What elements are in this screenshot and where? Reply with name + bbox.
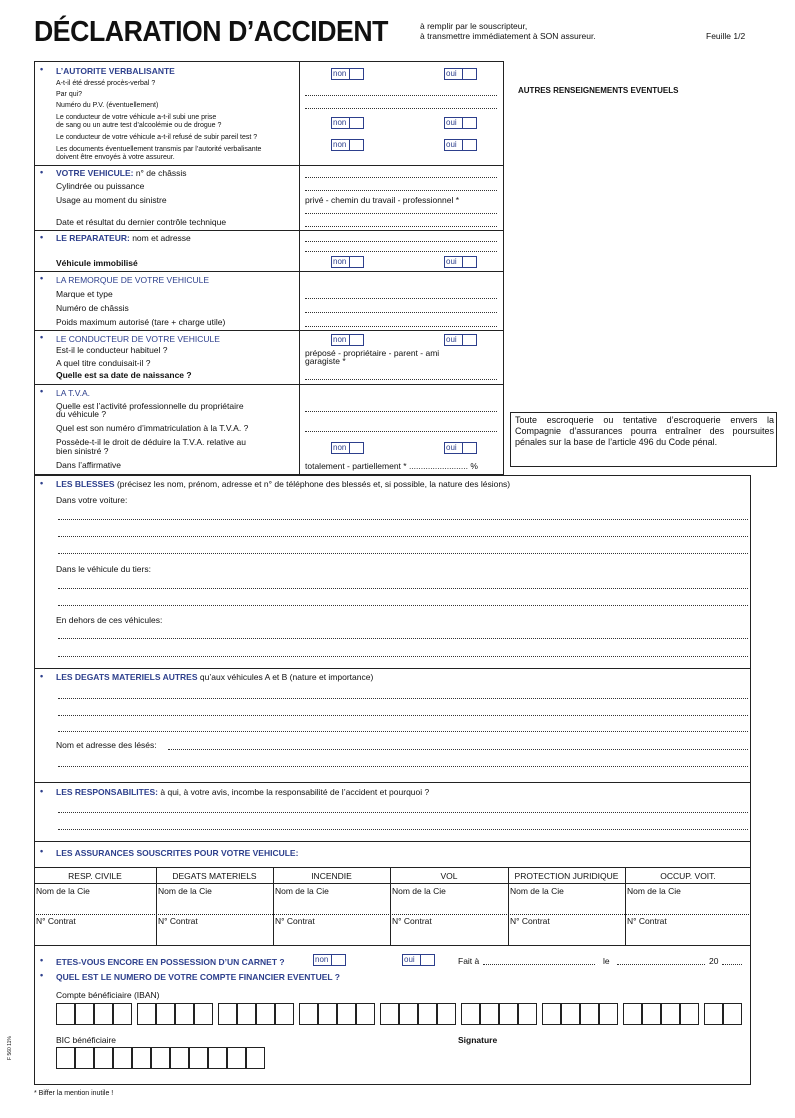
made-at-field[interactable] — [483, 964, 595, 965]
checkbox-vat-no[interactable]: non — [331, 442, 364, 454]
iban-char-box[interactable] — [580, 1003, 599, 1025]
iban-char-box[interactable] — [75, 1003, 94, 1025]
vat-section-title: LA T.V.A. — [56, 388, 91, 398]
bic-char-box[interactable] — [132, 1047, 151, 1069]
insurance-contract-field[interactable]: N° Contrat — [275, 916, 315, 926]
iban-char-box[interactable] — [137, 1003, 156, 1025]
date-field[interactable] — [617, 964, 705, 965]
insurance-column-header: INCENDIE — [311, 871, 352, 881]
insurance-company-field[interactable]: Nom de la Cie — [627, 886, 681, 896]
iban-char-box[interactable] — [94, 1003, 113, 1025]
driver-role-options-line1: préposé - propriétaire - parent - ami — [305, 348, 440, 358]
insurance-company-field[interactable]: Nom de la Cie — [392, 886, 446, 896]
authority-q6-line1: Les documents éventuellement transmis par l’autorité verbalisante — [56, 146, 262, 153]
instructions-line1: à remplir par le souscripteur, — [420, 21, 528, 31]
iban-char-box[interactable] — [218, 1003, 237, 1025]
iban-char-box[interactable] — [237, 1003, 256, 1025]
insurance-column-header: DEGATS MATERIELS — [172, 871, 257, 881]
bic-char-box[interactable] — [189, 1047, 208, 1069]
vehicle-immobilized-label: Véhicule immobilisé — [56, 258, 138, 268]
year-prefix: 20 — [709, 956, 719, 966]
insurance-contract-field[interactable]: N° Contrat — [510, 916, 550, 926]
checkbox-test-no[interactable]: non — [331, 117, 364, 129]
insurance-column-header: RESP. CIVILE — [68, 871, 122, 881]
damage-instructions: qu’aux véhicules A et B (nature et importance) — [197, 672, 374, 682]
vat-q2: Quel est son numéro d’immatriculation à la T.V.A. ? — [56, 423, 249, 433]
injured-instructions: (précisez les nom, prénom, adresse et n° de téléphone des blessés et, si possible, la nature des lésions) — [114, 479, 511, 489]
authority-q1: A-t-il été dressé procès-verbal ? — [56, 80, 156, 87]
account-question: QUEL EST LE NUMERO DE VOTRE COMPTE FINANCIER EVENTUEL ? — [56, 972, 340, 982]
checkbox-habitual-yes[interactable]: oui — [444, 334, 477, 346]
vehicle-chassis-label: n° de châssis — [133, 168, 187, 178]
authority-q4-line2: de sang ou un autre test d’alcoolémie ou de drogue ? — [56, 122, 222, 129]
authority-q5: Le conducteur de votre véhicule a-t-il refusé de subir pareil test ? — [56, 134, 258, 141]
vat-q1-line1: Quelle est l’activité professionnelle du propriétaire — [56, 401, 244, 411]
bic-char-box[interactable] — [170, 1047, 189, 1069]
checkbox-pv-no[interactable]: non — [331, 68, 364, 80]
damage-section-title: LES DEGATS MATERIELS AUTRES — [56, 672, 198, 682]
bic-char-box[interactable] — [151, 1047, 170, 1069]
insurance-contract-field[interactable]: N° Contrat — [627, 916, 667, 926]
instructions-line2: à transmettre immédiatement à SON assureur. — [420, 31, 596, 41]
checkbox-logbook-no[interactable]: non — [313, 954, 346, 966]
repairer-section-title: LE REPARATEUR: — [56, 233, 130, 243]
checkbox-refused-no[interactable]: non — [331, 139, 364, 151]
insurance-column-header: PROTECTION JURIDIQUE — [514, 871, 619, 881]
insurance-column-header: OCCUP. VOIT. — [660, 871, 716, 881]
iban-char-box[interactable] — [156, 1003, 175, 1025]
iban-char-box[interactable] — [623, 1003, 642, 1025]
page-title: DÉCLARATION D’ACCIDENT — [34, 16, 388, 48]
checkbox-immobilized-yes[interactable]: oui — [444, 256, 477, 268]
iban-label: Compte bénéficiaire (IBAN) — [56, 990, 160, 1000]
driver-section-title: LE CONDUCTEUR DE VOTRE VEHICULE — [56, 334, 220, 344]
injured-outside-vehicles: En dehors de ces véhicules: — [56, 615, 163, 625]
trailer-q2: Numéro de châssis — [56, 303, 129, 313]
other-info-title: AUTRES RENSEIGNEMENTS EVENTUELS — [518, 86, 679, 95]
iban-char-box[interactable] — [480, 1003, 499, 1025]
insurance-company-field[interactable]: Nom de la Cie — [510, 886, 564, 896]
bic-char-box[interactable] — [75, 1047, 94, 1069]
bic-char-box[interactable] — [227, 1047, 246, 1069]
injured-in-third-party: Dans le véhicule du tiers: — [56, 564, 151, 574]
made-at-label: Fait à — [458, 956, 480, 966]
iban-char-box[interactable] — [499, 1003, 518, 1025]
insurance-contract-field[interactable]: N° Contrat — [36, 916, 76, 926]
iban-char-box[interactable] — [175, 1003, 194, 1025]
iban-char-box[interactable] — [299, 1003, 318, 1025]
checkbox-refused-yes[interactable]: oui — [444, 139, 477, 151]
fraud-notice-text: Toute escroquerie ou tentative d’escroquerie envers la Compagnie d’assurances pourra entraîner des poursuites pénales sur la base de l’article 496 du Code pénal. — [515, 415, 774, 447]
form-code: F 560 11% — [7, 1036, 13, 1060]
checkbox-habitual-no[interactable]: non — [331, 334, 364, 346]
checkbox-logbook-yes[interactable]: oui — [402, 954, 435, 966]
vehicle-q3: Date et résultat du dernier contrôle technique — [56, 217, 227, 227]
injured-parties-label: Nom et adresse des lésés: — [56, 740, 157, 750]
authority-q2: Par qui? — [56, 91, 83, 98]
insurance-company-field[interactable]: Nom de la Cie — [36, 886, 90, 896]
iban-char-box[interactable] — [461, 1003, 480, 1025]
iban-char-box[interactable] — [561, 1003, 580, 1025]
iban-char-box[interactable] — [113, 1003, 132, 1025]
iban-char-box[interactable] — [256, 1003, 275, 1025]
footnote: * Biffer la mention inutile ! — [34, 1090, 114, 1097]
logbook-question: ETES-VOUS ENCORE EN POSSESSION D’UN CARNET ? — [56, 957, 285, 967]
iban-field[interactable] — [56, 1003, 746, 1025]
iban-char-box[interactable] — [275, 1003, 294, 1025]
driver-q1: Est-il le conducteur habituel ? — [56, 345, 168, 355]
insurance-contract-field[interactable]: N° Contrat — [158, 916, 198, 926]
trailer-q3: Poids maximum autorisé (tare + charge utile) — [56, 317, 226, 327]
vat-deduction-options: totalement - partiellement * ......................... % — [305, 461, 478, 471]
bic-char-box[interactable] — [94, 1047, 113, 1069]
insurance-column-header: VOL — [440, 871, 458, 881]
checkbox-vat-yes[interactable]: oui — [444, 442, 477, 454]
trailer-section-title: LA REMORQUE DE VOTRE VEHICULE — [56, 275, 210, 285]
trailer-q1: Marque et type — [56, 289, 113, 299]
iban-char-box[interactable] — [418, 1003, 437, 1025]
vehicle-usage-options: privé - chemin du travail - professionnel * — [305, 195, 460, 205]
iban-char-box[interactable] — [437, 1003, 456, 1025]
repairer-label: nom et adresse — [129, 233, 191, 243]
iban-char-box[interactable] — [642, 1003, 661, 1025]
iban-char-box[interactable] — [356, 1003, 375, 1025]
iban-char-box[interactable] — [661, 1003, 680, 1025]
insurance-company-field[interactable]: Nom de la Cie — [158, 886, 212, 896]
vehicle-q1: Cylindrée ou puissance — [56, 181, 145, 191]
iban-char-box[interactable] — [723, 1003, 742, 1025]
iban-char-box[interactable] — [542, 1003, 561, 1025]
bic-char-box[interactable] — [246, 1047, 265, 1069]
driver-role-options-line2: garagiste * — [305, 356, 346, 366]
liability-section-title: LES RESPONSABILITES: — [56, 787, 159, 797]
vat-q3-line1: Possède-t-il le droit de déduire la T.V.A. relative au — [56, 437, 246, 447]
iban-char-box[interactable] — [399, 1003, 418, 1025]
bic-char-box[interactable] — [208, 1047, 227, 1069]
signature-label: Signature — [458, 1035, 498, 1045]
vat-q3-line2: bien sinistré ? — [56, 446, 109, 456]
bic-label: BIC bénéficiaire — [56, 1035, 117, 1045]
iban-char-box[interactable] — [56, 1003, 75, 1025]
iban-char-box[interactable] — [380, 1003, 399, 1025]
bic-char-box[interactable] — [113, 1047, 132, 1069]
sheet-number: Feuille 1/2 — [706, 31, 746, 41]
iban-char-box[interactable] — [680, 1003, 699, 1025]
iban-char-box[interactable] — [194, 1003, 213, 1025]
checkbox-immobilized-no[interactable]: non — [331, 256, 364, 268]
iban-char-box[interactable] — [599, 1003, 618, 1025]
liability-question: à qui, à votre avis, incombe la responsabilité de l’accident et pourquoi ? — [158, 787, 430, 797]
insurance-section-title: LES ASSURANCES SOUSCRITES POUR VOTRE VEHICULE: — [56, 848, 299, 858]
authority-q3: Numéro du P.V. (éventuellement) — [56, 102, 159, 109]
authority-section-title: L’AUTORITE VERBALISANTE — [56, 66, 175, 76]
authority-q6-line2: doivent être envoyés à votre assureur. — [56, 154, 175, 161]
vehicle-q2: Usage au moment du sinistre — [56, 195, 167, 205]
iban-char-box[interactable] — [337, 1003, 356, 1025]
insurance-company-field[interactable]: Nom de la Cie — [275, 886, 329, 896]
iban-char-box[interactable] — [518, 1003, 537, 1025]
checkbox-test-yes[interactable]: oui — [444, 117, 477, 129]
vehicle-section-title: VOTRE VEHICULE: — [56, 168, 134, 178]
authority-q4-line1: Le conducteur de votre véhicule a-t-il subi une prise — [56, 114, 217, 121]
driver-q3: Quelle est sa date de naissance ? — [56, 370, 192, 380]
injured-section-title: LES BLESSES — [56, 479, 115, 489]
insurance-contract-field[interactable]: N° Contrat — [392, 916, 432, 926]
vat-q4: Dans l’affirmative — [56, 460, 122, 470]
bic-field[interactable] — [56, 1047, 266, 1069]
injured-in-your-car: Dans votre voiture: — [56, 495, 128, 505]
vat-q1-line2: du véhicule ? — [56, 409, 107, 419]
driver-q2: A quel titre conduisait-il ? — [56, 358, 151, 368]
bic-char-box[interactable] — [56, 1047, 75, 1069]
iban-char-box[interactable] — [318, 1003, 337, 1025]
checkbox-pv-yes[interactable]: oui — [444, 68, 477, 80]
iban-char-box[interactable] — [704, 1003, 723, 1025]
date-label: le — [603, 956, 610, 966]
